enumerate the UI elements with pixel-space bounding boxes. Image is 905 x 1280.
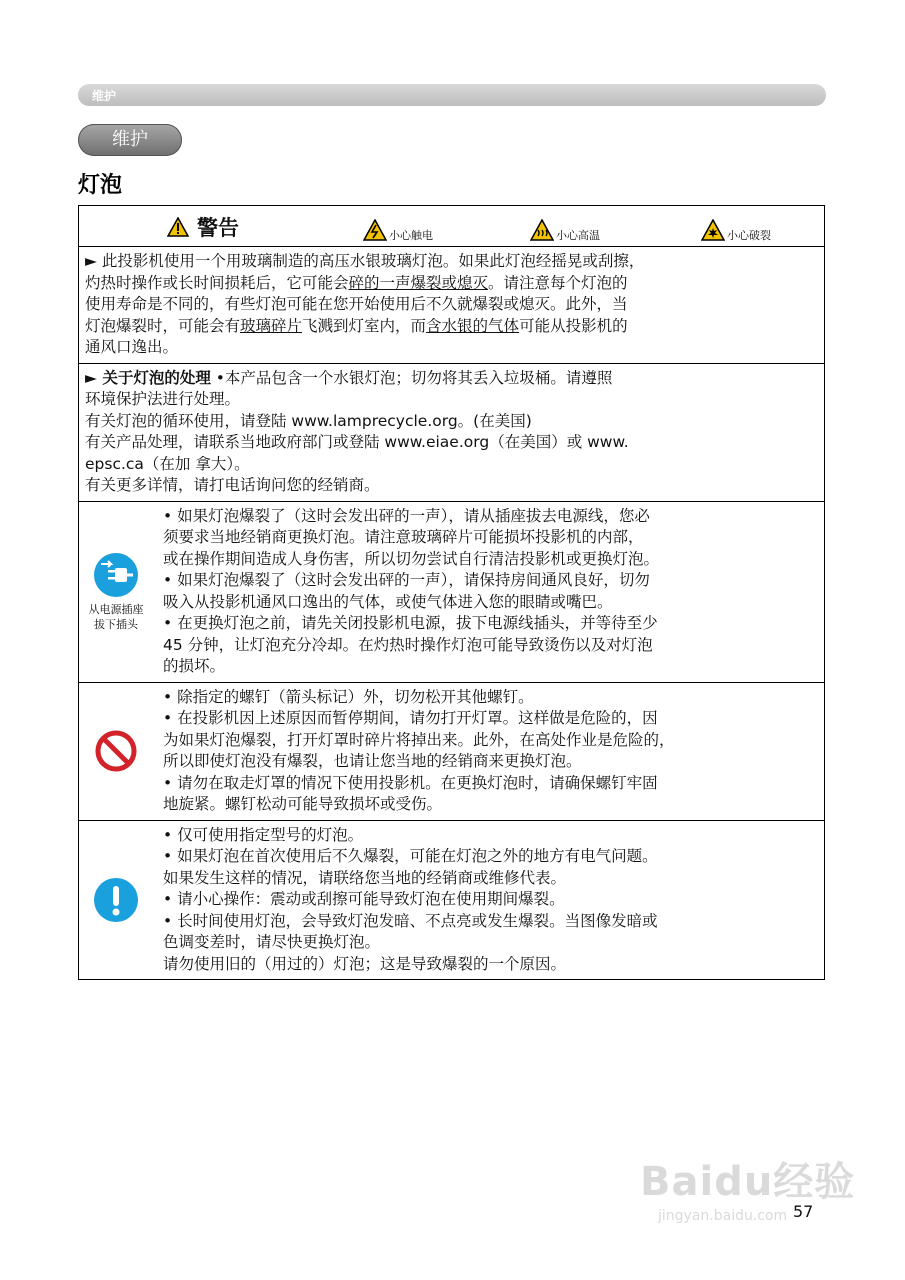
text-line: 色调变差时，请尽快更换灯泡。 <box>163 933 381 951</box>
symbol-heat <box>530 210 600 241</box>
section-pill: 维护 <box>78 124 182 156</box>
text-line: • 如果灯泡爆裂了（这时会发出砰的一声），请从插座拔去电源线，您必 <box>163 506 650 525</box>
watermark-brand: Baidu经验 <box>640 1159 856 1205</box>
unplug-caption: 从电源插座 拔下插头 <box>88 602 144 631</box>
unplug-block <box>79 502 824 683</box>
disposal-title: ► 关于灯泡的处理 <box>85 368 211 387</box>
prohibit-icon <box>94 729 138 773</box>
warning-title: 警告 <box>197 216 239 240</box>
section-header-bar <box>78 84 826 106</box>
symbol-rupture-label: 小心破裂 <box>727 229 771 242</box>
text-line: 有关更多详情，请打电话询问您的经销商。 <box>85 476 380 494</box>
text-line: 如果发生这样的情况，请联络您当地的经销商或维修代表。 <box>163 868 567 887</box>
text-line: 45 分钟，让灯泡充分冷却。在灼热时操作灯泡可能导致烫伤以及对灯泡 <box>163 635 653 654</box>
text-line: 所以即使灯泡没有爆裂，也请让您当地的经销商来更换灯泡。 <box>163 752 582 770</box>
unplug-text <box>153 502 824 682</box>
lamp-hazard-block <box>79 247 824 364</box>
unplug-icon <box>93 552 139 598</box>
text-line: 请勿使用旧的（用过的）灯泡；这是导致爆裂的一个原因。 <box>163 954 567 973</box>
text-line: 灯泡爆裂时，可能会有玻璃碎片飞溅到灯室内，而含水银的气体可能从投影机的 <box>85 316 628 335</box>
text-line: • 仅可使用指定型号的灯泡。 <box>163 825 364 844</box>
exclamation-icon <box>93 877 139 923</box>
caution-block <box>79 821 824 980</box>
warning-title-group <box>167 212 239 242</box>
text-line: 环境保护法进行处理。 <box>85 390 241 408</box>
symbol-electric <box>363 210 433 241</box>
text-line: 地旋紧。螺钉松动可能导致损坏或受伤。 <box>163 795 443 813</box>
prohibition-block <box>79 683 824 821</box>
warning-header-row <box>79 206 824 247</box>
text-line: 通风口逸出。 <box>85 338 179 356</box>
text-line: • 长时间使用灯泡，会导致灯泡发暗、不点亮或发生爆裂。当图像发暗或 <box>163 911 658 930</box>
text-line: • 如果灯泡在首次使用后不久爆裂，可能在灯泡之外的地方有电气问题。 <box>163 847 658 865</box>
text-line: 或在操作期间造成人身伤害，所以切勿尝试自行清洁投影机或更换灯泡。 <box>163 549 660 568</box>
underlined-text: 玻璃碎片 <box>240 316 303 335</box>
text-line: 为如果灯泡爆裂，打开灯罩时碎片将掉出来。此外，在高处作业是危险的， <box>163 730 675 749</box>
caution-text <box>153 821 824 980</box>
caution-icon-cell <box>79 821 153 980</box>
rupture-warning-icon <box>701 219 725 241</box>
text-line: ► 关于灯泡的处理 •本产品包含一个水银灯泡；切勿将其丢入垃圾桶。请遵照 <box>85 368 613 387</box>
page-number: 57 <box>793 1202 814 1221</box>
text-line: ► 此投影机使用一个用玻璃制造的高压水银玻璃灯泡。如果此灯泡经摇晃或刮擦， <box>85 252 645 270</box>
prohibit-icon-cell <box>79 683 153 820</box>
text-line: epsc.ca（在加 拿大）。 <box>85 454 250 473</box>
text-line: • 在投影机因上述原因而暂停期间，请勿打开灯罩。这样做是危险的，因 <box>163 709 658 727</box>
text-line: 有关灯泡的循环使用，请登陆 www.lamprecycle.org。(在美国) <box>85 411 532 430</box>
warning-triangle-icon <box>167 217 189 237</box>
warning-table <box>78 205 825 980</box>
text-line: • 请勿在取走灯罩的情况下使用投影机。在更换灯泡时，请确保螺钉牢固 <box>163 773 658 792</box>
watermark-url: jingyan.baidu.com <box>658 1208 788 1224</box>
unplug-icon-cell <box>79 502 153 682</box>
page-title: 灯泡 <box>78 173 123 198</box>
text-line: • 请小心操作：震动或刮擦可能导致灯泡在使用期间爆裂。 <box>163 890 565 908</box>
text-line: 灼热时操作或长时间损耗后，它可能会碎的一声爆裂或熄灭。请注意每个灯泡的 <box>85 273 628 292</box>
text-line: 使用寿命是不同的，有些灯泡可能在您开始使用后不久就爆裂或熄灭。此外，当 <box>85 295 628 313</box>
text-line: • 如果灯泡爆裂了（这时会发出砰的一声），请保持房间通风良好，切勿 <box>163 571 650 589</box>
text-line: 须要求当地经销商更换灯泡。请注意玻璃碎片可能损坏投影机的内部， <box>163 528 644 546</box>
text-line: 有关产品处理，请联系当地政府部门或登陆 www.eiae.org（在美国）或 www. <box>85 433 629 451</box>
text-line: 的损坏。 <box>163 657 226 675</box>
text-line: 吸入从投影机通风口逸出的气体，或使气体进入您的眼睛或嘴巴。 <box>163 592 613 611</box>
symbol-electric-label: 小心触电 <box>389 229 433 242</box>
text-line: • 除指定的螺钉（箭头标记）外，切勿松开其他螺钉。 <box>163 687 534 706</box>
underlined-text: 含水银的气体 <box>426 316 520 335</box>
symbol-rupture <box>701 210 771 241</box>
text-line: • 在更换灯泡之前，请先关闭投影机电源，拔下电源线插头，并等待至少 <box>163 614 658 632</box>
underlined-text: 碎的一声爆裂或熄灭 <box>348 273 489 292</box>
high-temperature-warning-icon <box>530 219 554 241</box>
prohibition-text <box>153 683 824 820</box>
electric-shock-warning-icon <box>363 219 387 241</box>
lamp-disposal-block <box>79 364 824 502</box>
section-header-label: 维护 <box>92 89 117 103</box>
symbol-heat-label: 小心高温 <box>556 229 600 242</box>
